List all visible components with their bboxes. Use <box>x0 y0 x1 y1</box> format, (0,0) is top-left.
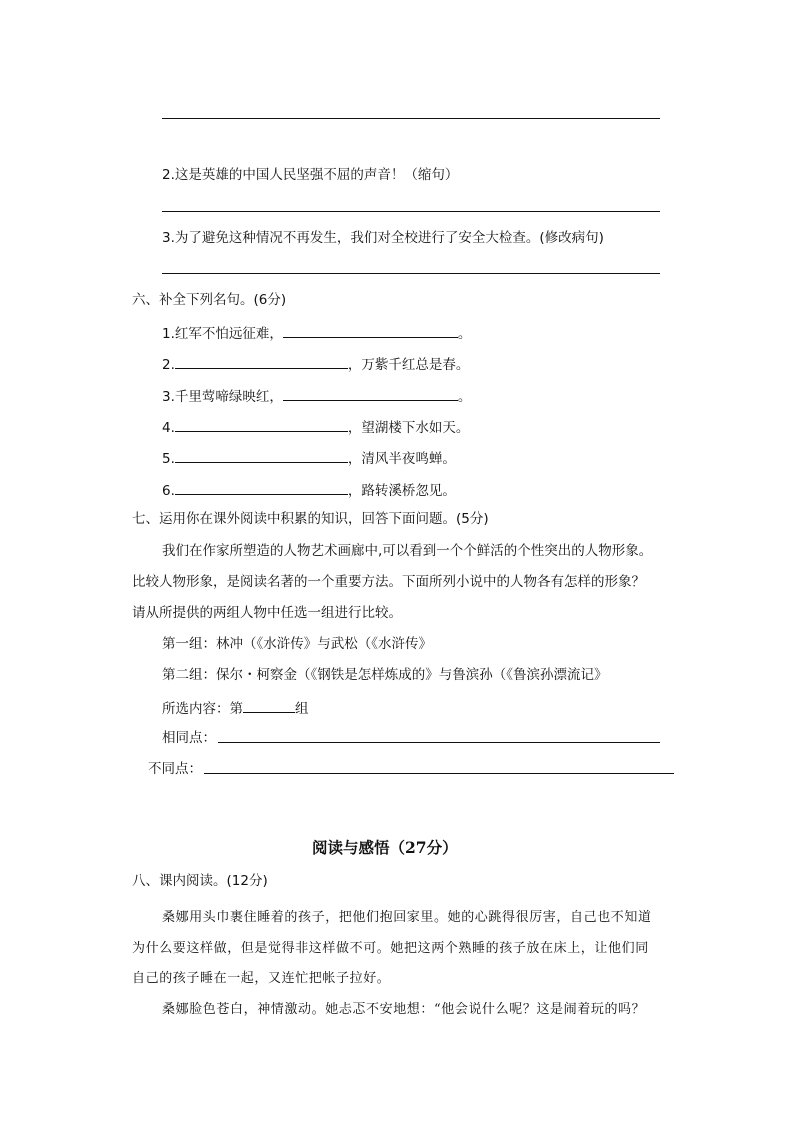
fill-prefix: 6. <box>162 483 175 499</box>
fill-suffix: ，万紫千红总是春。 <box>347 357 470 373</box>
fill-blank[interactable] <box>175 481 348 495</box>
same-answer-line[interactable] <box>218 742 660 743</box>
fill-prefix: 5. <box>162 451 175 467</box>
question-heading: 八、课内阅读。(12分) <box>132 873 268 889</box>
section-title: 阅读与感悟（27分） <box>312 838 458 857</box>
fill-item <box>162 387 471 405</box>
fill-item <box>162 481 456 499</box>
paragraph-line: 请从所提供的两组人物中任选一组进行比较。 <box>132 605 402 621</box>
fill-item <box>162 418 469 436</box>
group-option: 第一组：林冲（《水浒传》与武松（《水浒传》 <box>162 636 432 652</box>
diff-answer-line[interactable] <box>204 773 674 774</box>
fill-prefix: 4. <box>162 420 175 436</box>
question-item: 3.为了避免这种情况不再发生，我们对全校进行了安全大检查。(修改病句) <box>162 230 604 246</box>
fill-suffix: 。 <box>457 389 472 405</box>
fill-item <box>162 449 456 467</box>
fill-prefix: 3.千里莺啼绿映红， <box>162 389 283 405</box>
fill-blank[interactable] <box>283 387 458 401</box>
question-heading: 七、运用你在课外阅读中积累的知识，回答下面问题。(5分) <box>132 511 489 527</box>
fill-item <box>162 355 469 373</box>
fill-prefix: 1.红军不怕远征难， <box>162 326 283 342</box>
same-label: 相同点： <box>162 730 216 746</box>
fill-suffix: ，路转溪桥忽见。 <box>347 483 456 499</box>
answer-line[interactable] <box>162 211 660 212</box>
fill-suffix: ，清风半夜鸣蝉。 <box>347 451 456 467</box>
question-item: 2.这是英雄的中国人民坚强不屈的声音！（缩句） <box>162 167 459 183</box>
paragraph-line: 为什么要这样做，但是觉得非这样做不可。她把这两个熟睡的孩子放在床上，让他们同 <box>132 941 649 956</box>
fill-suffix: 。 <box>457 326 472 342</box>
answer-line[interactable] <box>162 273 660 274</box>
fill-suffix: ，望湖楼下水如天。 <box>347 420 470 436</box>
paragraph-line: 桑娜脸色苍白，神情激动。她忐忑不安地想：“他会说什么呢？这是闹着玩的吗？ <box>162 1002 646 1017</box>
diff-label: 不同点： <box>148 761 202 777</box>
fill-item <box>162 324 471 342</box>
fill-prefix: 2. <box>162 357 175 373</box>
fill-blank[interactable] <box>175 355 348 369</box>
answer-line[interactable] <box>162 118 660 119</box>
group-blank[interactable] <box>243 699 295 713</box>
paragraph-line: 桑娜用头巾裹住睡着的孩子，把他们抱回家里。她的心跳得很厉害，自己也不知道 <box>162 910 652 925</box>
fill-blank[interactable] <box>175 418 348 432</box>
group-option: 第二组：保尔・柯察金（《钢铁是怎样炼成的》与鲁滨孙（《鲁滨孙漂流记》 <box>162 667 608 683</box>
paragraph-line: 我们在作家所塑造的人物艺术画廊中,可以看到一个个鲜活的个性突出的人物形象。 <box>162 543 653 559</box>
group-select <box>162 699 309 717</box>
select-prefix: 所选内容：第 <box>162 701 243 717</box>
fill-blank[interactable] <box>175 449 348 463</box>
paragraph-line: 自己的孩子睡在一起，又连忙把帐子拉好。 <box>132 971 391 986</box>
fill-blank[interactable] <box>283 324 458 338</box>
question-heading: 六、补全下列名句。(6分) <box>132 292 287 308</box>
paragraph-line: 比较人物形象，是阅读名著的一个重要方法。下面所列小说中的人物各有怎样的形象？ <box>132 574 645 590</box>
select-suffix: 组 <box>295 701 309 717</box>
